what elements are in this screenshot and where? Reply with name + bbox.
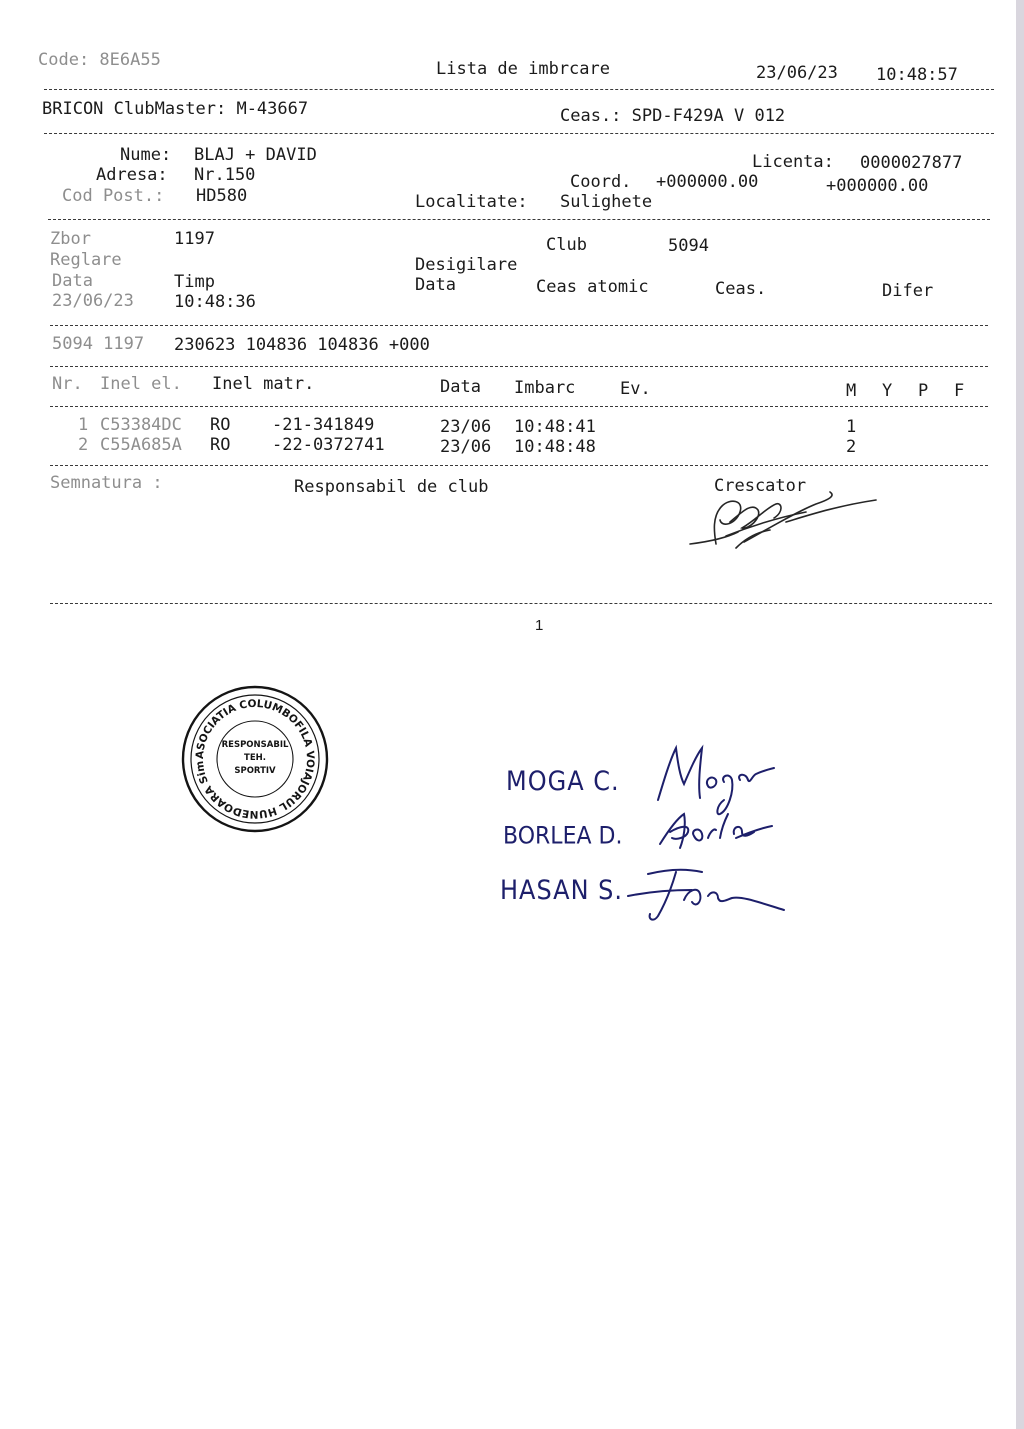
- witness-signature-3: [618, 866, 788, 926]
- time-label: Timp: [174, 272, 215, 292]
- row-country: RO: [210, 415, 231, 435]
- breeder-signature: [686, 482, 886, 562]
- col-inel-matr: Inel matr.: [212, 374, 315, 394]
- col-nr: Nr.: [52, 374, 83, 394]
- col-inel-el: Inel el.: [100, 374, 182, 394]
- receipt-date: 23/06/23: [756, 63, 838, 83]
- row-country: RO: [210, 435, 231, 455]
- club-label: Club: [546, 235, 587, 255]
- reglare-date: 23/06/23: [52, 291, 134, 311]
- postcode-value: HD580: [196, 186, 248, 206]
- row-inel-el: C55A685A: [100, 435, 182, 455]
- desigilare-label: Desigilare: [415, 255, 518, 275]
- locality-value: Sulighete: [560, 192, 653, 212]
- atomic-clock-label: Ceas atomic: [536, 277, 649, 297]
- row-nr: 2: [78, 435, 89, 455]
- difference-label: Difer: [882, 281, 934, 301]
- separator-line: [50, 603, 992, 604]
- witness-signature-2: [656, 808, 776, 858]
- club-responsible-label: Responsabil de club: [294, 477, 489, 497]
- locality-label: Localitate:: [415, 192, 528, 212]
- reglare-time: 10:48:36: [174, 292, 256, 312]
- name-label: Nume:: [120, 145, 172, 165]
- col-data: Data: [440, 377, 481, 397]
- date-label: Data: [52, 271, 93, 291]
- separator-line: [50, 406, 988, 407]
- coord-y: +000000.00: [826, 176, 929, 196]
- row-inel-matr: -22-0372741: [272, 435, 385, 455]
- row-m: 2: [846, 437, 857, 457]
- separator-line: [44, 133, 994, 134]
- separator-line: [50, 465, 988, 466]
- page-number: 1: [535, 617, 544, 634]
- col-y: Y: [882, 381, 893, 401]
- separator-line: [48, 219, 990, 220]
- signature-label: Semnatura :: [50, 473, 163, 493]
- row-inel-el: C53384DC: [100, 415, 182, 435]
- clock-id: Ceas.: SPD-F429A V 012: [560, 106, 786, 126]
- clock-label: Ceas.: [715, 279, 767, 299]
- address-label: Adresa:: [96, 165, 168, 185]
- col-f: F: [954, 381, 965, 401]
- col-imbarc: Imbarc: [514, 378, 576, 398]
- receipt-code: Code: 8E6A55: [38, 50, 161, 70]
- breeder-label: Crescator: [714, 476, 807, 496]
- col-m: M: [846, 381, 857, 401]
- code-line: 230623 104836 104836 +000: [174, 335, 430, 355]
- receipt-time: 10:48:57: [876, 65, 958, 85]
- row-time: 10:48:41: [514, 417, 596, 437]
- row-date: 23/06: [440, 437, 492, 457]
- row-inel-matr: -21-341849: [272, 415, 375, 435]
- address-value: Nr.150: [194, 165, 256, 185]
- col-p: P: [918, 381, 929, 401]
- paper-edge-background: [1016, 0, 1024, 1429]
- code-line-prefix: 5094 1197: [52, 334, 145, 354]
- row-time: 10:48:48: [514, 437, 596, 457]
- receipt-title: Lista de imbrcare: [436, 59, 610, 79]
- license-value: 0000027877: [860, 153, 963, 173]
- postcode-label: Cod Post.:: [62, 186, 165, 206]
- stamp-center-line-2: TEH.: [244, 753, 266, 763]
- col-ev: Ev.: [620, 379, 651, 399]
- license-label: Licenta:: [752, 152, 834, 172]
- clubmaster-id: BRICON ClubMaster: M-43667: [42, 99, 309, 119]
- coord-x: +000000.00: [656, 172, 759, 192]
- row-date: 23/06: [440, 417, 492, 437]
- witness-name-2: BORLEA D.: [503, 822, 623, 851]
- stamp-ring-text: ASOCIATIA COLUMBOFILA VOIAJORUL HUNEDOARA Simeria Jud. Hunedoara: [174, 674, 317, 821]
- stamp-center-line-3: SPORTIV: [234, 766, 276, 776]
- separator-line: [44, 89, 994, 90]
- row-nr: 1: [78, 415, 89, 435]
- stamp-center-line-1: RESPONSABIL: [221, 740, 289, 750]
- row-m: 1: [846, 417, 857, 437]
- witness-name-3: HASAN S.: [500, 874, 624, 906]
- club-stamp: [174, 674, 331, 835]
- flight-value: 1197: [174, 229, 215, 249]
- separator-line: [50, 325, 988, 326]
- reglare-label: Reglare: [50, 250, 122, 270]
- separator-line: [50, 366, 988, 367]
- flight-label: Zbor: [50, 229, 91, 249]
- club-value: 5094: [668, 236, 709, 256]
- coord-label: Coord.: [570, 172, 632, 192]
- name-value: BLAJ + DAVID: [194, 145, 317, 165]
- desigilare-date-label: Data: [415, 275, 456, 295]
- witness-name-1: MOGA C.: [506, 765, 620, 797]
